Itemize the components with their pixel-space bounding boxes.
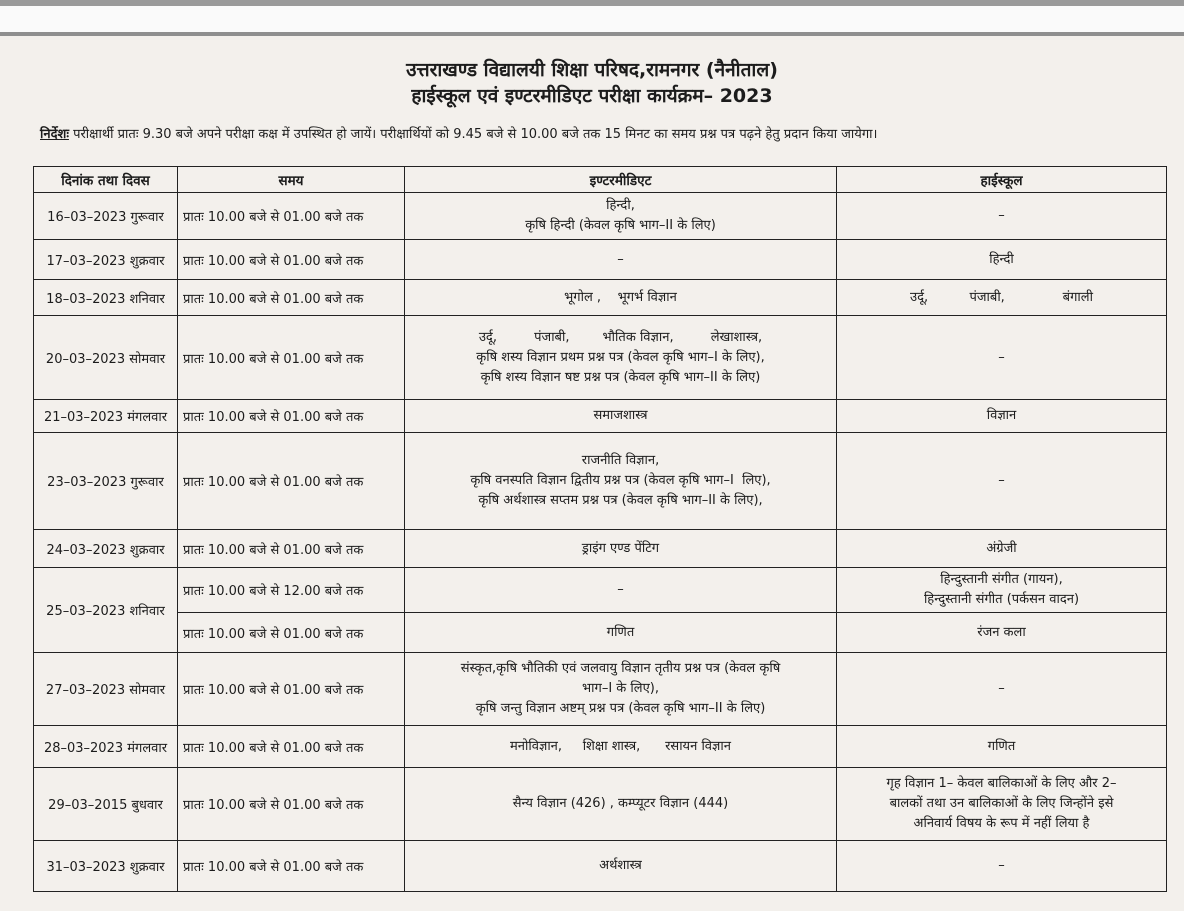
cell-line: भूगोल , भूगर्भ विज्ञान [564, 289, 677, 305]
viewer-top-strip [0, 0, 1184, 6]
cell-highschool [837, 841, 1167, 892]
cell-date: 23–03–2023 गुरूवार [34, 433, 178, 530]
cell-line: – [998, 208, 1005, 223]
cell-line: हिन्दी [989, 251, 1014, 267]
cell-intermediate [405, 768, 837, 841]
instructions-label: निर्देशः [40, 127, 69, 142]
cell-time: प्रातः 10.00 बजे से 12.00 बजे तक [178, 568, 405, 613]
table-row [34, 613, 1167, 653]
cell-highschool [837, 316, 1167, 400]
cell-line: हिन्दुस्तानी संगीत (पर्कसन वादन) [923, 592, 1080, 607]
cell-line: – [998, 349, 1005, 365]
cell-line: हिन्दुस्तानी संगीत (गायन), [940, 572, 1063, 587]
cell-line: अंग्रेजी [986, 540, 1017, 556]
cell-time: प्रातः 10.00 बजे से 01.00 बजे तक [178, 613, 405, 653]
cell-intermediate [405, 568, 837, 613]
cell-time: प्रातः 10.00 बजे से 01.00 बजे तक [178, 400, 405, 433]
instructions [40, 124, 1170, 142]
cell-line: उर्दू, पंजाबी, बंगाली [910, 289, 1093, 305]
cell-intermediate [405, 193, 837, 240]
cell-intermediate [405, 841, 837, 892]
cell-date: 29–03–2015 बुधवार [34, 768, 178, 841]
table-row [34, 400, 1167, 433]
cell-line: विज्ञान [986, 408, 1017, 423]
table-row [34, 316, 1167, 400]
cell-line: संस्कृत,कृषि भौतिकी एवं जलवायु विज्ञान तृतीय प्रश्न पत्र (केवल कृषि [460, 661, 781, 676]
cell-line: गणित [606, 624, 635, 640]
table-row [34, 653, 1167, 726]
table-body [34, 193, 1167, 892]
cell-intermediate [405, 240, 837, 280]
instructions-text: परीक्षार्थी प्रातः 9.30 बजे अपने परीक्षा कक्ष में उपस्थित हो जायें। परीक्षार्थियों को 9.45 बजे से 10.00 बजे तक 15 मिनट का समय प्रश्न पत्र पढ़ने हेतु प्रदान किया जायेगा। [68, 127, 878, 142]
cell-line: मनोविज्ञान, शिक्षा शास्त्र, रसायन विज्ञान [510, 738, 731, 754]
cell-intermediate [405, 653, 837, 726]
cell-intermediate [405, 280, 837, 316]
cell-line: हिन्दी, [606, 198, 635, 213]
cell-line: अर्थशास्त्र [599, 858, 642, 873]
cell-line: कृषि जन्तु विज्ञान अष्टम् प्रश्न पत्र (केवल कृषि भाग–II के लिए) [475, 701, 766, 716]
cell-highschool [837, 726, 1167, 768]
table-row [34, 433, 1167, 530]
cell-time: प्रातः 10.00 बजे से 01.00 बजे तक [178, 841, 405, 892]
cell-line: – [998, 473, 1005, 488]
viewer-top-bar [0, 0, 1184, 36]
header-intermediate: इण्टरमीडिएट [405, 167, 837, 193]
cell-date: 28–03–2023 मंगलवार [34, 726, 178, 768]
cell-line: – [998, 858, 1005, 873]
header-date: दिनांक तथा दिवस [34, 167, 178, 193]
cell-intermediate [405, 530, 837, 568]
cell-date: 18–03–2023 शनिवार [34, 280, 178, 316]
cell-time: प्रातः 10.00 बजे से 01.00 बजे तक [178, 653, 405, 726]
cell-line: कृषि शस्य विज्ञान प्रथम प्रश्न पत्र (केवल कृषि भाग–I के लिए), [476, 349, 765, 365]
table-row [34, 768, 1167, 841]
cell-time: प्रातः 10.00 बजे से 01.00 बजे तक [178, 316, 405, 400]
cell-highschool [837, 568, 1167, 613]
cell-time: प्रातः 10.00 बजे से 01.00 बजे तक [178, 768, 405, 841]
cell-line: – [617, 251, 624, 267]
table-row [34, 530, 1167, 568]
cell-line: उर्दू, पंजाबी, भौतिक विज्ञान, लेखाशास्त्र, [478, 329, 763, 345]
cell-line: कृषि हिन्दी (केवल कृषि भाग–II के लिए) [525, 218, 716, 233]
cell-date: 27–03–2023 सोमवार [34, 653, 178, 726]
exam-schedule-table [33, 166, 1167, 892]
cell-highschool [837, 613, 1167, 653]
cell-line: कृषि वनस्पति विज्ञान द्वितीय प्रश्न पत्र (केवल कृषि भाग–I लिए), [470, 473, 771, 488]
table-row [34, 568, 1167, 613]
table-row [34, 280, 1167, 316]
document-title: उत्तराखण्ड विद्यालयी शिक्षा परिषद,रामनगर (नैनीताल) [406, 59, 778, 81]
cell-time: प्रातः 10.00 बजे से 01.00 बजे तक [178, 193, 405, 240]
cell-date: 17–03–2023 शुक्रवार [34, 240, 178, 280]
cell-line: कृषि अर्थशास्त्र सप्तम प्रश्न पत्र (केवल कृषि भाग–II के लिए), [478, 493, 763, 508]
cell-highschool [837, 240, 1167, 280]
document-subtitle: हाईस्कूल एवं इण्टरमीडिएट परीक्षा कार्यक्रम– 2023 [411, 85, 773, 107]
cell-time: प्रातः 10.00 बजे से 01.00 बजे तक [178, 240, 405, 280]
cell-line: कृषि शस्य विज्ञान षष्ट प्रश्न पत्र (केवल कृषि भाग–II के लिए) [480, 369, 761, 385]
cell-line: समाजशास्त्र [593, 408, 648, 423]
cell-intermediate [405, 613, 837, 653]
cell-line: – [998, 681, 1005, 696]
cell-line: सैन्य विज्ञान (426) , कम्प्यूटर विज्ञान (444) [512, 796, 729, 811]
cell-date: 16–03–2023 गुरूवार [34, 193, 178, 240]
table-row [34, 240, 1167, 280]
cell-line: गणित [987, 738, 1016, 754]
cell-line: राजनीति विज्ञान, [581, 453, 660, 468]
cell-highschool [837, 193, 1167, 240]
table-row [34, 726, 1167, 768]
cell-date: 25–03–2023 शनिवार [34, 568, 178, 653]
cell-time: प्रातः 10.00 बजे से 01.00 बजे तक [178, 530, 405, 568]
cell-time: प्रातः 10.00 बजे से 01.00 बजे तक [178, 280, 405, 316]
cell-date: 31–03–2023 शुक्रवार [34, 841, 178, 892]
cell-line: रंजन कला [977, 624, 1026, 640]
cell-intermediate [405, 316, 837, 400]
table-row [34, 193, 1167, 240]
cell-time: प्रातः 10.00 बजे से 01.00 बजे तक [178, 726, 405, 768]
cell-date: 24–03–2023 शुक्रवार [34, 530, 178, 568]
table-header-row [34, 167, 1167, 193]
cell-intermediate [405, 726, 837, 768]
cell-highschool [837, 653, 1167, 726]
cell-line: गृह विज्ञान 1– केवल बालिकाओं के लिए और 2– [886, 776, 1117, 791]
header-time: समय [178, 167, 405, 193]
cell-intermediate [405, 400, 837, 433]
header-highschool: हाईस्कूल [837, 167, 1167, 193]
cell-date: 20–03–2023 सोमवार [34, 316, 178, 400]
cell-highschool [837, 768, 1167, 841]
cell-highschool [837, 280, 1167, 316]
cell-time: प्रातः 10.00 बजे से 01.00 बजे तक [178, 433, 405, 530]
cell-highschool [837, 433, 1167, 530]
cell-highschool [837, 400, 1167, 433]
cell-intermediate [405, 433, 837, 530]
cell-line: अनिवार्य विषय के रूप में नहीं लिया है [913, 816, 1090, 831]
cell-line: – [617, 582, 624, 597]
cell-date: 21–03–2023 मंगलवार [34, 400, 178, 433]
table-row [34, 841, 1167, 892]
cell-line: ड्राइंग एण्ड पेंटिग [581, 540, 660, 556]
cell-line: बालकों तथा उन बालिकाओं के लिए जिन्होंने इसे [889, 796, 1114, 811]
cell-highschool [837, 530, 1167, 568]
cell-line: भाग–I के लिए), [582, 681, 659, 696]
